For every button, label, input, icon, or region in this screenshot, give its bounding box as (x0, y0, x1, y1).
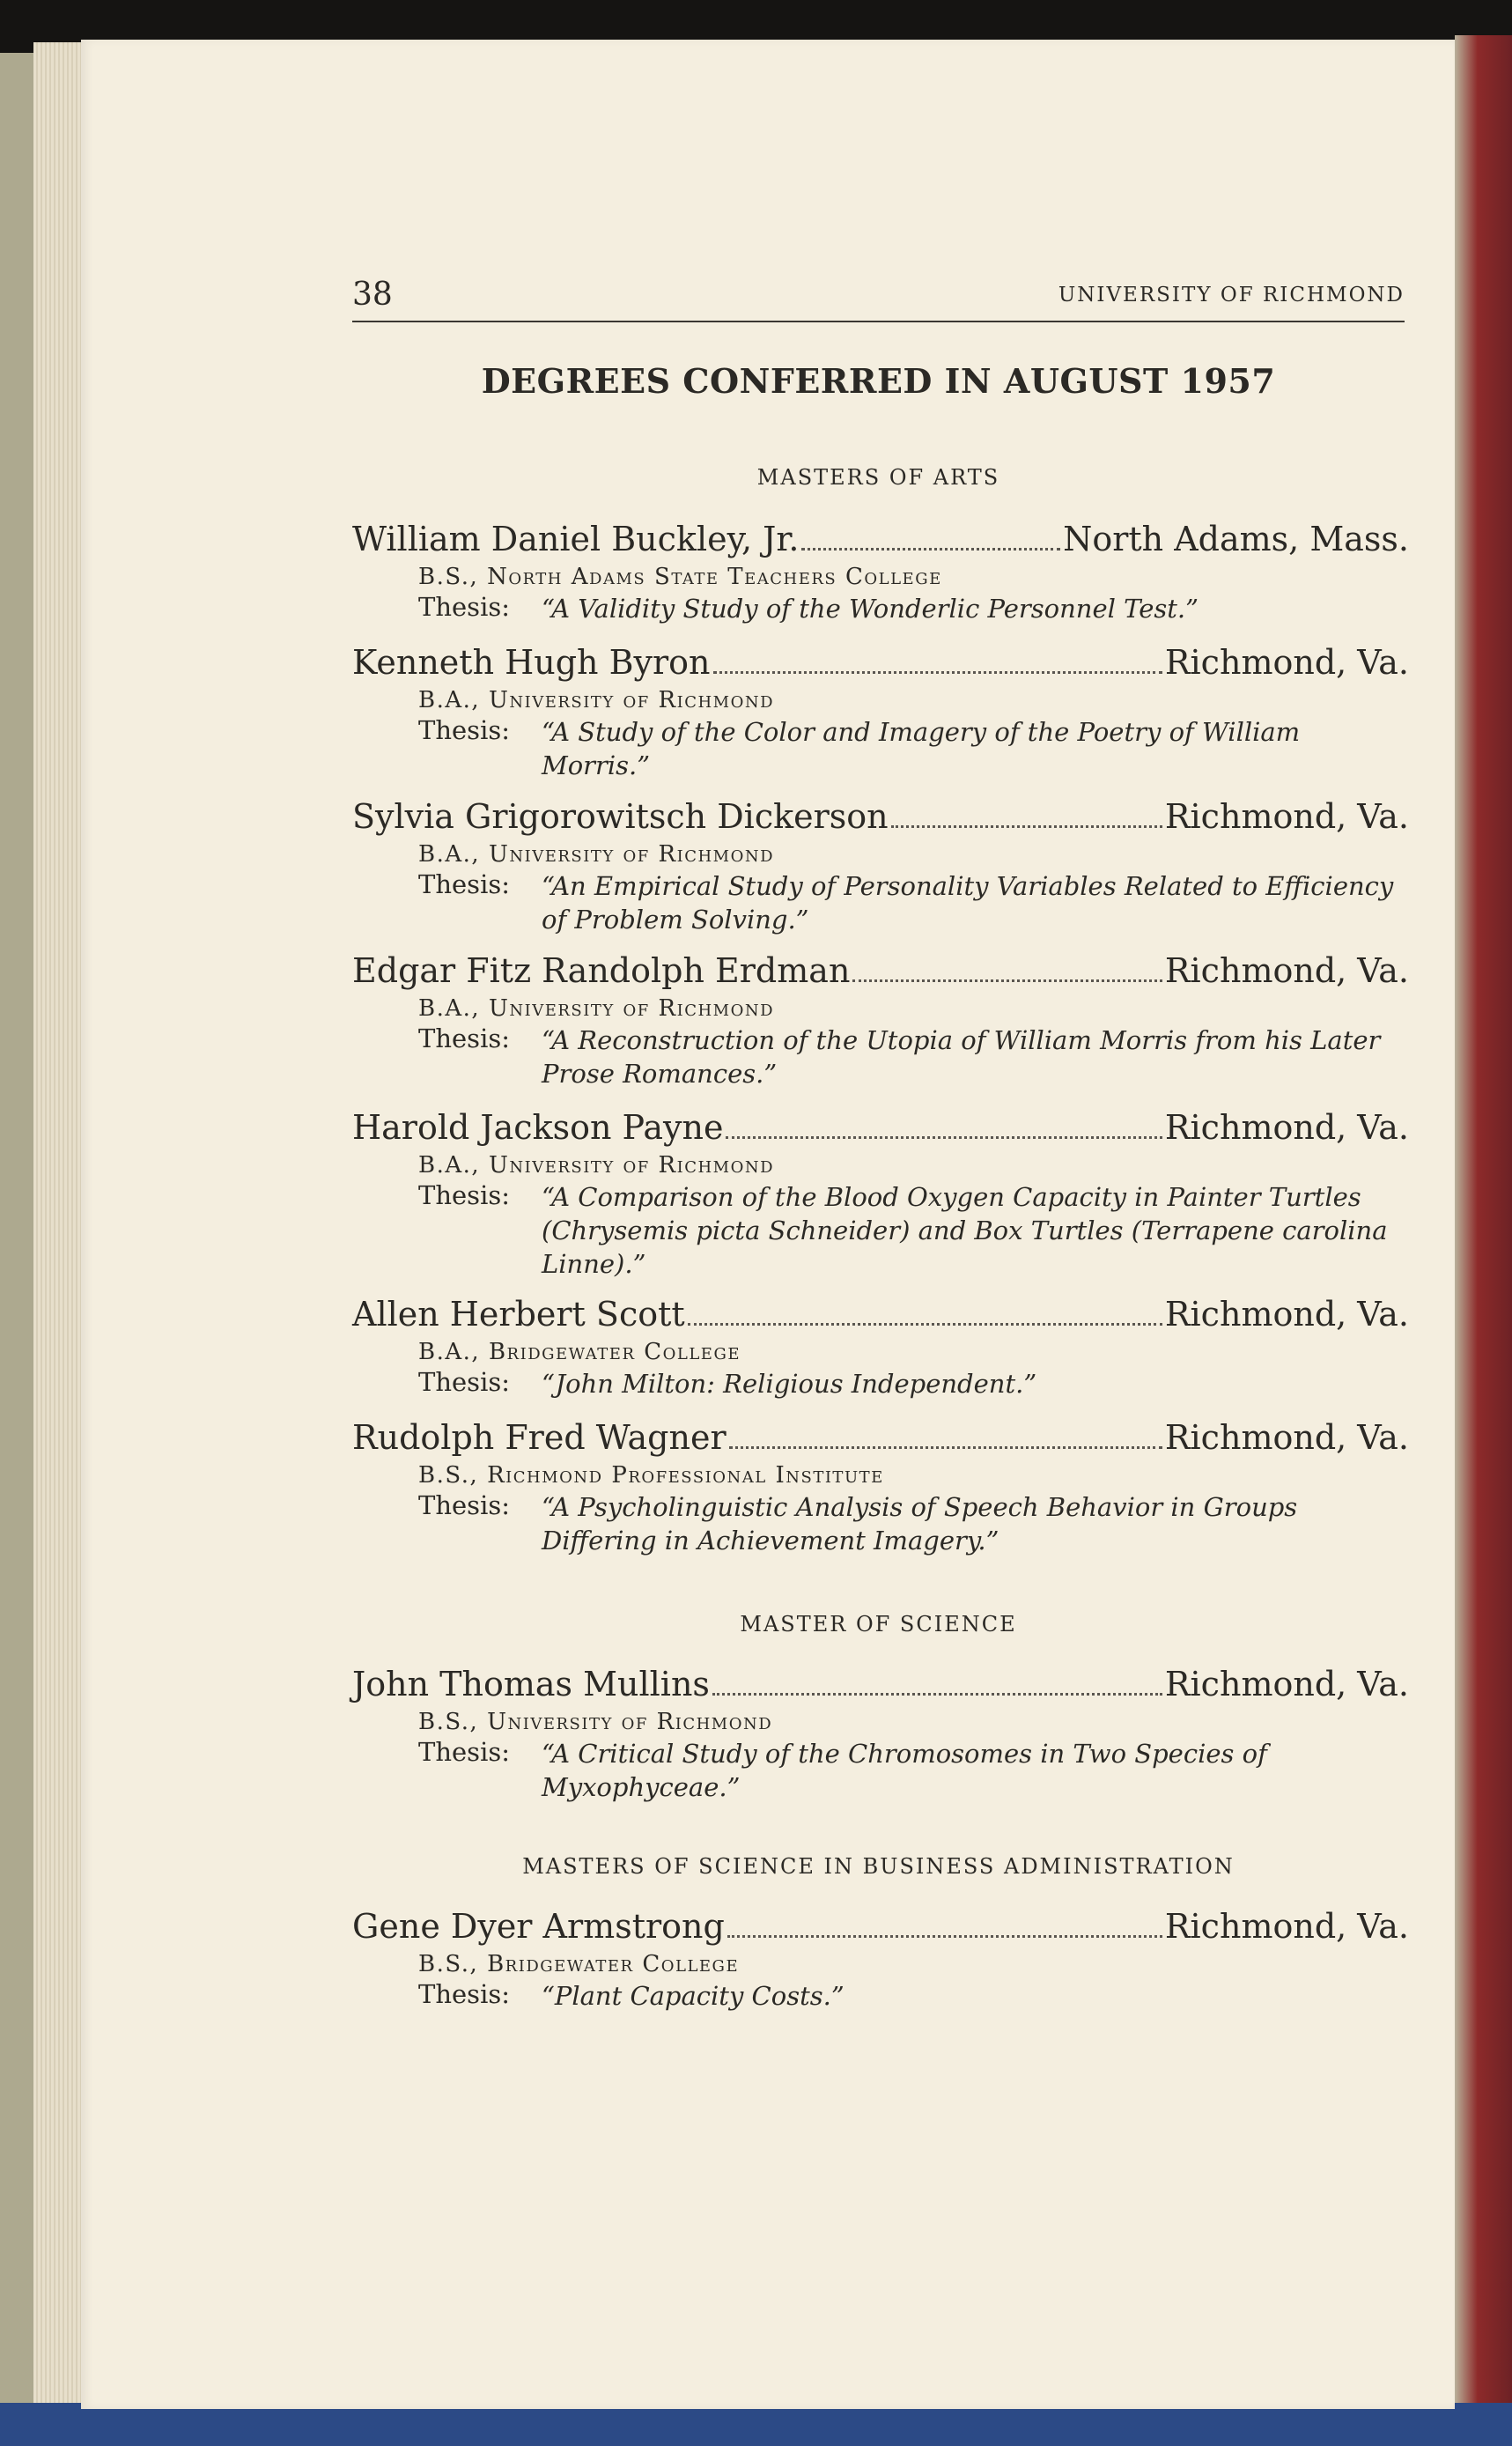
degree-line (418, 1709, 1409, 1735)
thesis-title: “Plant Capacity Costs.” (542, 1981, 845, 2011)
institution: University of Richmond (488, 841, 775, 868)
graduate-name: Gene Dyer Armstrong (352, 1907, 725, 1946)
degree: B.A., (418, 841, 481, 868)
list-item (352, 643, 1409, 782)
degree-line (418, 564, 1409, 590)
thesis-line (418, 592, 1409, 625)
degree: B.S., (418, 1951, 479, 1977)
thesis-title: “A Psycholinguistic Analysis of Speech Behavior in Groups Differing in Achievement Imagery.” (542, 1492, 1298, 1556)
thesis-title: “A Comparison of the Blood Oxygen Capacity in Painter Turtles (Chrysemis picta Schneider) and Box Turtles (Terrapene carolina Linne).” (542, 1182, 1388, 1279)
graduate-name: John Thomas Mullins (352, 1665, 710, 1703)
graduate-name: Kenneth Hugh Byron (352, 643, 711, 682)
degree: B.A., (418, 1152, 481, 1179)
thesis-line (418, 1367, 1409, 1400)
thesis-title: “A Critical Study of the Chromosomes in Two Species of Myxophyceae.” (542, 1739, 1267, 1802)
degree: B.A., (418, 1339, 481, 1365)
list-item (352, 1418, 1409, 1557)
graduate-location: North Adams, Mass. (1063, 520, 1409, 558)
degree: B.A., (418, 995, 481, 1022)
thesis-line (418, 869, 1409, 936)
degree: B.A., (418, 687, 481, 713)
graduate-location: Richmond, Va. (1164, 797, 1409, 836)
section-heading: MASTERS OF SCIENCE IN BUSINESS ADMINISTRATION (522, 1854, 1235, 1879)
book-cover-bottom (0, 2403, 1512, 2446)
leader-dots (729, 1446, 1162, 1449)
graduate-name: Allen Herbert Scott (352, 1295, 685, 1334)
institution: Bridgewater College (488, 1339, 741, 1365)
running-head: UNIVERSITY OF RICHMOND (1058, 284, 1405, 307)
graduate-location: Richmond, Va. (1164, 1665, 1409, 1703)
thesis-title: “A Study of the Color and Imagery of the Poetry of William Morris.” (542, 717, 1301, 780)
list-item (352, 797, 1409, 936)
graduate-name: Rudolph Fred Wagner (352, 1418, 726, 1457)
leader-dots (688, 1323, 1162, 1326)
degree-line (418, 1951, 1409, 1977)
institution: University of Richmond (487, 1709, 773, 1735)
thesis-label: Thesis: (418, 1180, 510, 1210)
list-item (352, 520, 1409, 625)
degree-line (418, 995, 1409, 1022)
graduate-name: Harold Jackson Payne (352, 1108, 724, 1147)
degree-line (418, 1462, 1409, 1489)
institution: North Adams State Teachers College (487, 564, 942, 590)
thesis-label: Thesis: (418, 715, 510, 745)
thesis-title: “A Validity Study of the Wonderlic Personnel Test.” (542, 594, 1199, 624)
graduate-location: Richmond, Va. (1164, 1295, 1409, 1334)
institution: University of Richmond (488, 1152, 775, 1179)
page-title: DEGREES CONFERRED IN AUGUST 1957 (481, 361, 1276, 401)
thesis-title: “An Empirical Study of Personality Variables Related to Efficiency of Problem Solving.” (542, 871, 1394, 935)
thesis-line (418, 1979, 1409, 2013)
thesis-line (418, 1737, 1409, 1804)
thesis-label: Thesis: (418, 1367, 510, 1397)
thesis-title: “John Milton: Religious Independent.” (542, 1369, 1037, 1399)
graduate-location: Richmond, Va. (1164, 1108, 1409, 1147)
thesis-label: Thesis: (418, 1979, 510, 2009)
thesis-label: Thesis: (418, 869, 510, 899)
leader-dots (852, 979, 1162, 982)
leader-dots (713, 671, 1162, 674)
degree-line (418, 1339, 1409, 1365)
thesis-line (418, 1490, 1409, 1557)
degree: B.S., (418, 1462, 479, 1489)
institution: University of Richmond (488, 687, 775, 713)
thesis-title: “A Reconstruction of the Utopia of William Morris from his Later Prose Romances.” (542, 1025, 1381, 1089)
degree: B.S., (418, 1709, 479, 1735)
institution: University of Richmond (488, 995, 775, 1022)
thesis-label: Thesis: (418, 1490, 510, 1520)
book-cover-right (1455, 35, 1512, 2413)
degree-line (418, 1152, 1409, 1179)
institution: Richmond Professional Institute (487, 1462, 884, 1489)
graduate-name: Sylvia Grigorowitsch Dickerson (352, 797, 889, 836)
leader-dots (801, 548, 1060, 551)
thesis-line (418, 715, 1409, 782)
leader-dots (712, 1693, 1162, 1696)
graduate-location: Richmond, Va. (1164, 1418, 1409, 1457)
degree: B.S., (418, 564, 479, 590)
leader-dots (891, 825, 1162, 828)
leader-dots (726, 1136, 1162, 1139)
thesis-label: Thesis: (418, 592, 510, 622)
list-item (352, 1907, 1409, 2013)
graduate-location: Richmond, Va. (1164, 951, 1409, 990)
graduate-location: Richmond, Va. (1164, 1907, 1409, 1946)
thesis-label: Thesis: (418, 1737, 510, 1767)
degree-line (418, 841, 1409, 868)
leader-dots (727, 1935, 1162, 1938)
graduate-location: Richmond, Va. (1164, 643, 1409, 682)
section-heading: MASTERS OF ARTS (756, 465, 1000, 490)
thesis-line (418, 1023, 1409, 1090)
list-item (352, 1295, 1409, 1400)
institution: Bridgewater College (487, 1951, 740, 1977)
page-edges (33, 42, 85, 2412)
page-header (352, 277, 1405, 322)
thesis-line (418, 1180, 1409, 1281)
page-number: 38 (352, 277, 393, 313)
graduate-name: Edgar Fitz Randolph Erdman (352, 951, 851, 990)
degree-line (418, 687, 1409, 713)
list-item (352, 951, 1409, 1090)
list-item (352, 1108, 1409, 1281)
section-heading: MASTER OF SCIENCE (740, 1612, 1017, 1637)
graduate-name: William Daniel Buckley, Jr. (352, 520, 800, 558)
thesis-label: Thesis: (418, 1023, 510, 1053)
list-item (352, 1665, 1409, 1804)
